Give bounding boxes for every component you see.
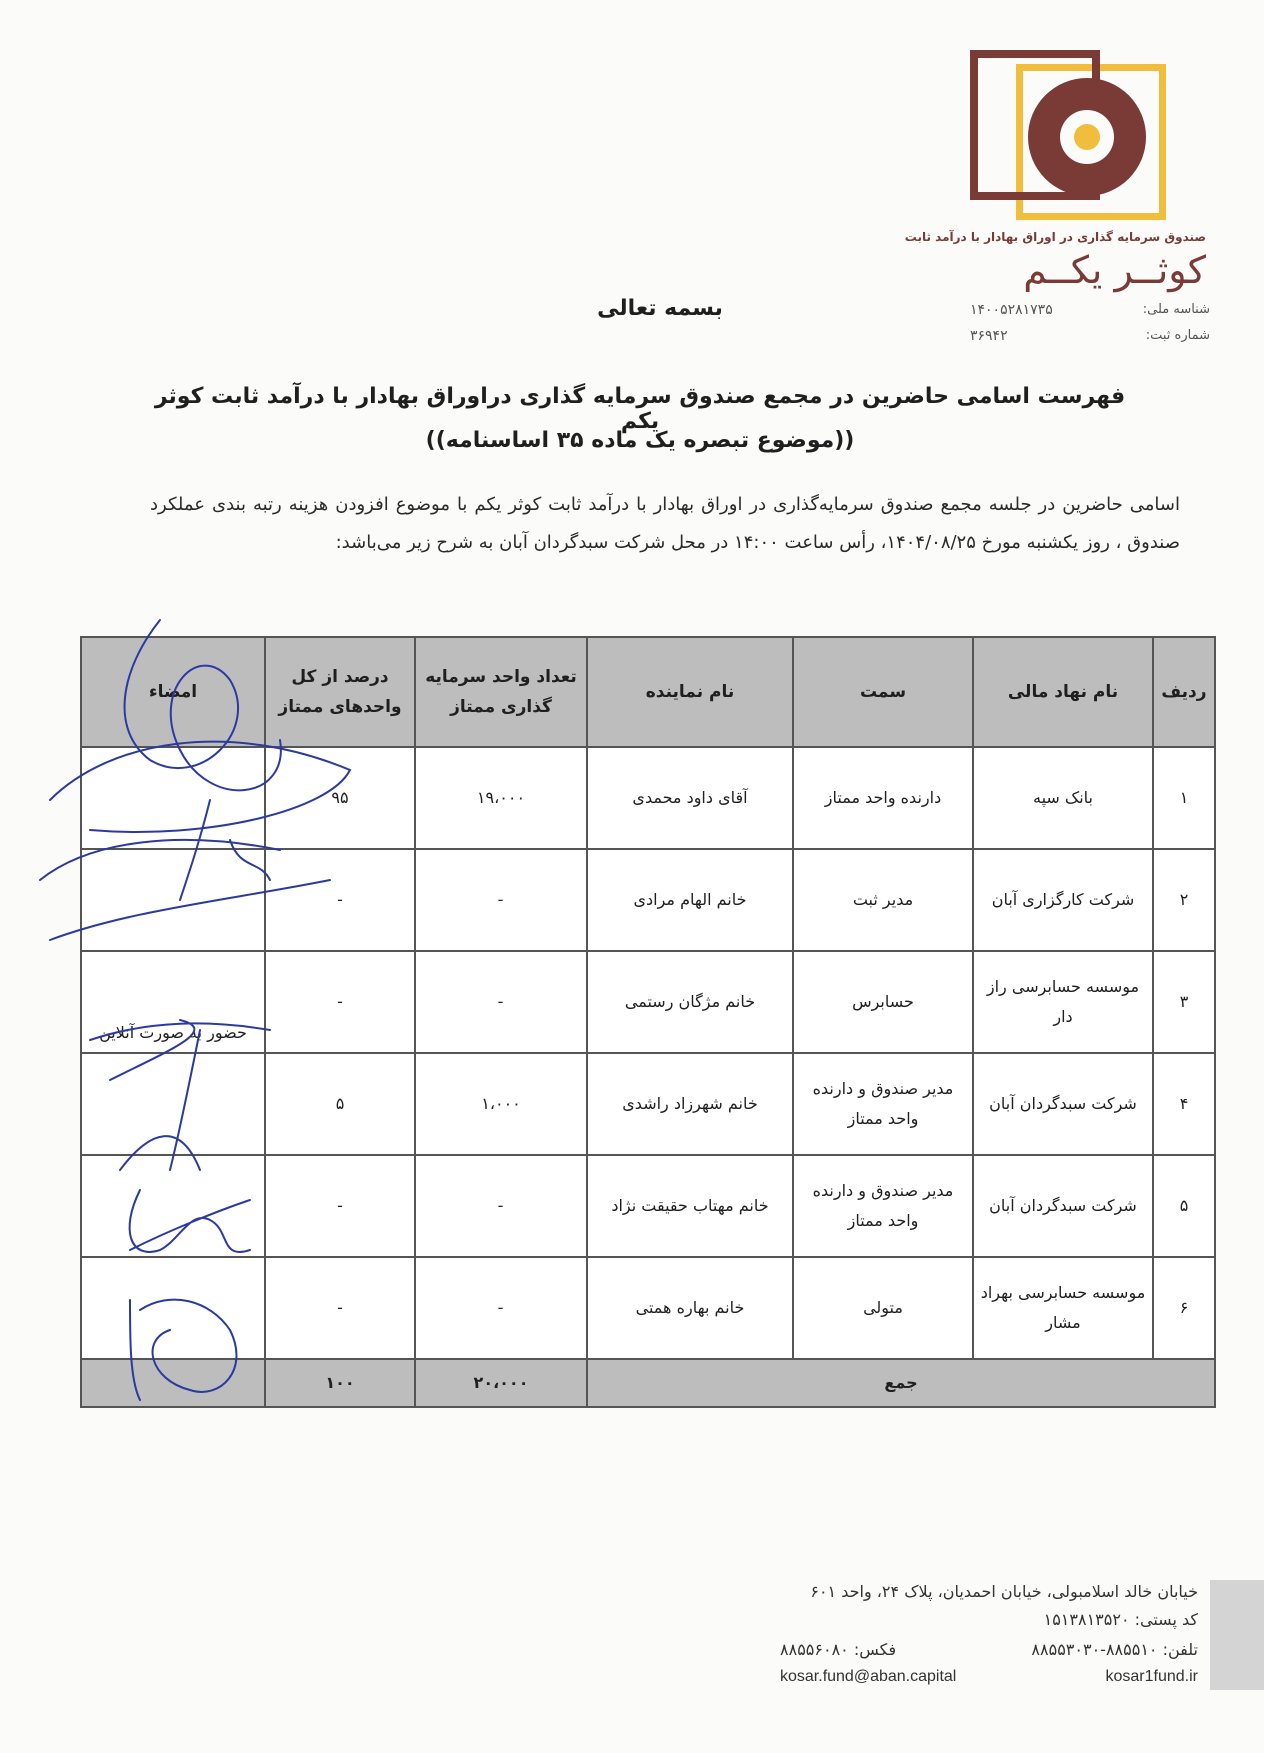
footer-postal: کد پستی: ۱۵۱۳۸۱۳۵۲۰ xyxy=(1043,1610,1198,1629)
cell-representative: خانم شهرزاد راشدی xyxy=(587,1053,793,1155)
logo-emblem-icon xyxy=(1028,78,1146,196)
cell-signature xyxy=(81,747,265,849)
cell-position: مدیر صندوق و دارنده واحد ممتاز xyxy=(793,1053,973,1155)
cell-representative: خانم مژگان رستمی xyxy=(587,951,793,1053)
cell-units: - xyxy=(415,951,587,1053)
cell-units: ۱،۰۰۰ xyxy=(415,1053,587,1155)
footer-address: خیابان خالد اسلامبولی، خیابان احمدیان، پلاک ۲۴، واحد ۶۰۱ xyxy=(810,1582,1198,1601)
table-row xyxy=(81,1155,1215,1257)
footer-website: kosar1fund.ir xyxy=(1105,1668,1198,1685)
cell-row-no: ۱ xyxy=(1153,747,1215,849)
cell-units: - xyxy=(415,849,587,951)
table-row xyxy=(81,1257,1215,1359)
cell-percent: - xyxy=(265,951,415,1053)
cell-row-no: ۶ xyxy=(1153,1257,1215,1359)
cell-row-no: ۴ xyxy=(1153,1053,1215,1155)
attendees-table xyxy=(80,636,1216,1408)
cell-units: - xyxy=(415,1155,587,1257)
cell-representative: خانم بهاره همتی xyxy=(587,1257,793,1359)
header-institution: نام نهاد مالی xyxy=(973,637,1153,747)
cell-institution: شرکت کارگزاری آبان xyxy=(973,849,1153,951)
cell-representative: خانم الهام مرادی xyxy=(587,849,793,951)
cell-signature xyxy=(81,1053,265,1155)
table-total-row xyxy=(81,1359,1215,1407)
logo-name: کوثــر یکــم xyxy=(1023,248,1206,292)
cell-signature xyxy=(81,849,265,951)
cell-representative: آقای داود محمدی xyxy=(587,747,793,849)
cell-institution: شرکت سبدگردان آبان xyxy=(973,1053,1153,1155)
document-subtitle: ((موضوع تبصره یک ماده ۳۵ اساسنامه)) xyxy=(425,428,855,453)
cell-institution: موسسه حسابرسی راز دار xyxy=(973,951,1153,1053)
cell-position: دارنده واحد ممتاز xyxy=(793,747,973,849)
cell-representative: خانم مهتاب حقیقت نژاد xyxy=(587,1155,793,1257)
footer-side-bar xyxy=(1210,1580,1264,1690)
bismillah-heading: بسمه تعالی xyxy=(597,296,723,321)
cell-institution: موسسه حسابرسی بهراد مشار xyxy=(973,1257,1153,1359)
header-position: سمت xyxy=(793,637,973,747)
table-header-row xyxy=(81,637,1215,747)
cell-position: مدیر صندوق و دارنده واحد ممتاز xyxy=(793,1155,973,1257)
table-row xyxy=(81,849,1215,951)
cell-percent: - xyxy=(265,1155,415,1257)
table-row xyxy=(81,1053,1215,1155)
cell-position: مدیر ثبت xyxy=(793,849,973,951)
national-id-label: شناسه ملی: xyxy=(1142,302,1210,317)
registration-value: ۳۶۹۴۲ xyxy=(970,328,1008,344)
header-representative: نام نماینده xyxy=(587,637,793,747)
fund-logo xyxy=(960,48,1210,228)
cell-row-no: ۲ xyxy=(1153,849,1215,951)
cell-percent: ۹۵ xyxy=(265,747,415,849)
cell-row-no: ۵ xyxy=(1153,1155,1215,1257)
registration-label: شماره ثبت: xyxy=(1145,328,1210,343)
footer-email: kosar.fund@aban.capital xyxy=(780,1668,957,1685)
header-row-no: ردیف xyxy=(1153,637,1215,747)
table-row xyxy=(81,951,1215,1053)
document-title: فهرست اسامی حاضرین در مجمع صندوق سرمایه گذاری دراوراق بهادار با درآمد ثابت کوثر یکم xyxy=(154,384,1126,434)
header-signature: امضاء xyxy=(81,637,265,747)
national-id-row xyxy=(970,302,1210,317)
cell-percent: - xyxy=(265,849,415,951)
header-percent: درصد از کل واحدهای ممتاز xyxy=(265,637,415,747)
total-percent: ۱۰۰ xyxy=(265,1359,415,1407)
cell-signature xyxy=(81,1155,265,1257)
cell-position: متولی xyxy=(793,1257,973,1359)
cell-position: حسابرس xyxy=(793,951,973,1053)
registration-row xyxy=(970,328,1210,343)
intro-paragraph: اسامی حاضرین در جلسه مجمع صندوق سرمایه‌گذاری در اوراق بهادار با درآمد ثابت کوثر یکم با موضوع افزودن هزینه رتبه بندی عملکرد صندوق ، روز یکشنبه مورخ ۱۴۰۴/۰۸/۲۵، رأس ساعت ۱۴:۰۰ در محل شرکت سبدگردان آبان به شرح زیر می‌باشد: xyxy=(150,494,1180,553)
cell-percent: ۵ xyxy=(265,1053,415,1155)
cell-institution: بانک سپه xyxy=(973,747,1153,849)
total-signature-blank xyxy=(81,1359,265,1407)
table-row xyxy=(81,747,1215,849)
cell-signature: حضور به صورت آنلاین xyxy=(81,951,265,1053)
cell-institution: شرکت سبدگردان آبان xyxy=(973,1155,1153,1257)
cell-percent: - xyxy=(265,1257,415,1359)
total-label: جمع xyxy=(587,1359,1215,1407)
national-id-value: ۱۴۰۰۵۲۸۱۷۳۵ xyxy=(970,302,1053,318)
header-units: تعداد واحد سرمایه گذاری ممتاز xyxy=(415,637,587,747)
cell-signature xyxy=(81,1257,265,1359)
cell-row-no: ۳ xyxy=(1153,951,1215,1053)
total-units: ۲۰،۰۰۰ xyxy=(415,1359,587,1407)
logo-subtitle: صندوق سرمایه گذاری در اوراق بهادار با درآمد ثابت xyxy=(904,230,1206,244)
footer-fax: فکس: ۸۸۵۵۶۰۸۰ xyxy=(780,1640,897,1659)
cell-units: - xyxy=(415,1257,587,1359)
cell-units: ۱۹،۰۰۰ xyxy=(415,747,587,849)
footer-phone: تلفن: ۸۸۵۵۱۰-۸۸۵۵۳۰۳۰ xyxy=(1031,1640,1198,1659)
